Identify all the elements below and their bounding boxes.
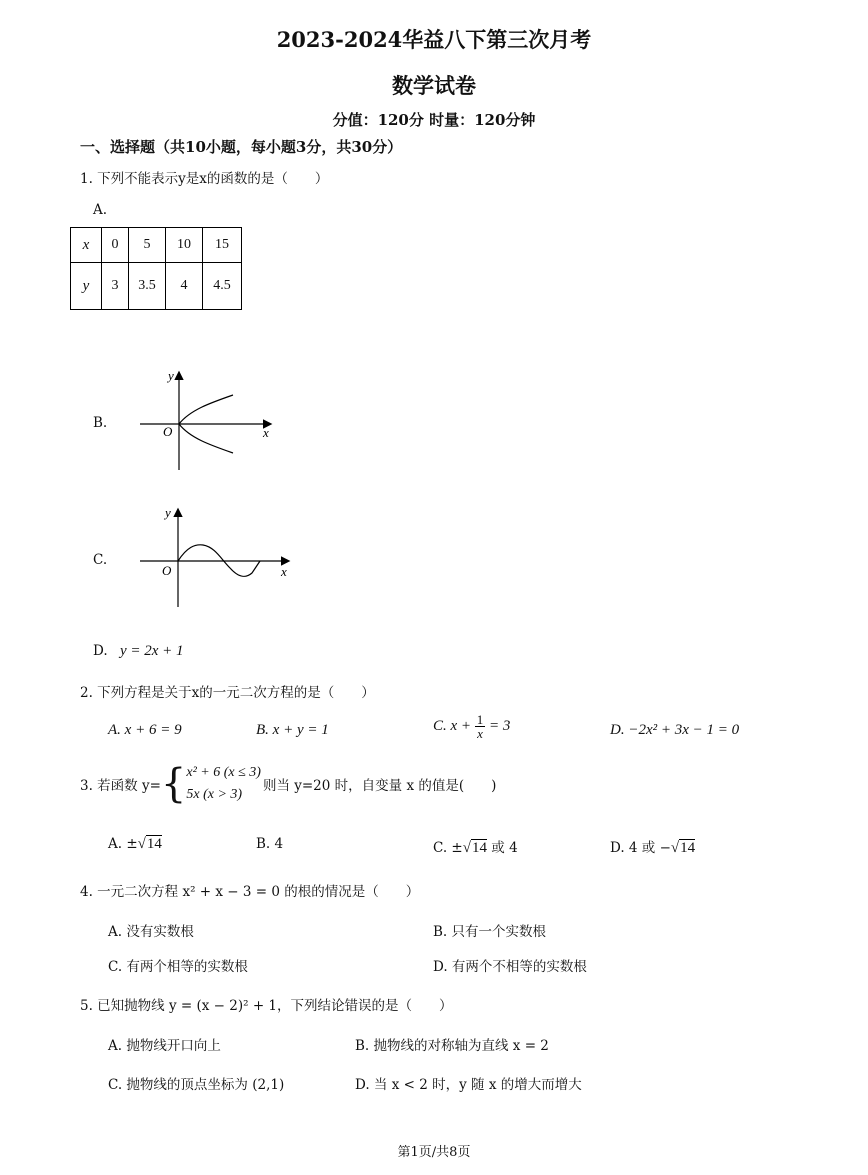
axis-label-y: y — [168, 368, 174, 383]
q3-option-d — [610, 836, 695, 857]
q1-stem: 1. 下列不能表示y是x的函数的是（ ） — [80, 171, 329, 187]
table-cell: 0 — [102, 228, 129, 263]
table-header-x: x — [71, 228, 102, 263]
q1-option-d — [93, 643, 184, 660]
origin-label: O — [162, 563, 172, 578]
q5-stem: 5. 已知抛物线 y = (x − 2)² + 1，下列结论错误的是（ ） — [80, 998, 453, 1014]
piecewise-cases — [186, 762, 261, 806]
q3-option-c — [433, 836, 518, 857]
q4-option-a: A. 没有实数根 — [108, 924, 194, 940]
q3-option-b: B. 4 — [256, 836, 284, 852]
table-cell: 10 — [166, 228, 203, 263]
case-2: 5x (x > 3) — [186, 787, 243, 802]
case-1: x² + 6 (x ≤ 3) — [186, 765, 261, 780]
q1-graph-c — [135, 502, 295, 612]
sqrt-sign: √ — [670, 840, 680, 856]
q2-option-c-pre: C. x + — [433, 717, 472, 734]
table-cell: 5 — [129, 228, 166, 263]
q5-option-c: C. 抛物线的顶点坐标为 (2,1) — [108, 1077, 285, 1093]
q1-option-d-label: D. — [93, 643, 108, 659]
table-cell: 4.5 — [203, 263, 242, 310]
q3-option-c-label: C. ± — [433, 840, 463, 856]
radicand: 14 — [680, 840, 696, 856]
table-row — [71, 228, 242, 263]
q3-stem-post: 则当 y=20 时，自变量 x 的值是( ) — [262, 778, 497, 794]
table-cell: 3.5 — [129, 263, 166, 310]
score-time-info: 分值：120分 时量：120分钟 — [332, 111, 536, 129]
curve-upper — [179, 395, 233, 424]
q2-stem: 2. 下列方程是关于x的一元二次方程的是（ ） — [80, 685, 375, 701]
fraction-denominator: x — [477, 726, 483, 741]
q1-graph-b — [135, 365, 285, 475]
q4-option-b: B. 只有一个实数根 — [433, 924, 547, 940]
exam-title: 2023-2024华益八下第三次月考 — [276, 27, 592, 52]
fraction-numerator: 1 — [476, 712, 484, 727]
q1-option-a-label: A. — [93, 202, 108, 218]
table-cell: 4 — [166, 263, 203, 310]
q3-option-a — [108, 836, 162, 853]
sqrt-sign: √ — [462, 840, 471, 856]
axis-label-y: y — [165, 505, 171, 520]
q3-stem-pre: 3. 若函数 y= — [80, 778, 161, 794]
axis-label-x: x — [263, 425, 269, 440]
paper-subtitle: 数学试卷 — [392, 73, 476, 98]
table-cell: 3 — [102, 263, 129, 310]
sqrt-sign: √ — [137, 836, 146, 852]
radicand: 14 — [146, 836, 162, 852]
q5-option-b: B. 抛物线的对称轴为直线 x = 2 — [355, 1038, 549, 1054]
q4-option-d: D. 有两个不相等的实数根 — [433, 959, 587, 975]
q3-option-a-label: A. ± — [108, 836, 138, 852]
origin-label: O — [163, 424, 173, 439]
curve-lower — [179, 424, 233, 453]
q3-option-d-label: D. 4 或 − — [610, 840, 671, 856]
table-row — [71, 263, 242, 310]
q2-option-c — [433, 713, 510, 740]
page-number: 第1页/共8页 — [397, 1145, 471, 1160]
q1-option-c-label: C. — [93, 552, 108, 568]
q4-option-c: C. 有两个相等的实数根 — [108, 959, 248, 975]
q2-option-c-post: = 3 — [489, 717, 511, 734]
q2-option-a: A. x + 6 = 9 — [108, 722, 182, 738]
section-heading: 一、选择题（共10小题，每小题3分，共30分） — [80, 138, 403, 156]
q5-option-a: A. 抛物线开口向上 — [108, 1038, 221, 1054]
q1-function-table — [70, 227, 242, 310]
q2-option-b: B. x + y = 1 — [256, 722, 329, 738]
radicand: 14 — [471, 840, 487, 856]
q1-option-b-label: B. — [93, 415, 108, 431]
q3-option-c-post: 或 4 — [486, 840, 518, 856]
q2-option-d: D. −2x² + 3x − 1 = 0 — [610, 722, 740, 738]
q4-stem: 4. 一元二次方程 x² + x − 3 = 0 的根的情况是（ ） — [80, 884, 420, 900]
table-cell: 15 — [203, 228, 242, 263]
fraction — [475, 713, 486, 740]
table-header-y: y — [71, 263, 102, 310]
axis-label-x: x — [281, 564, 287, 579]
q3-stem — [80, 762, 496, 806]
q1-option-d-formula: y = 2x + 1 — [119, 643, 184, 659]
q5-option-d: D. 当 x < 2 时，y 随 x 的增大而增大 — [355, 1077, 582, 1093]
piecewise-brace: { — [160, 761, 187, 807]
